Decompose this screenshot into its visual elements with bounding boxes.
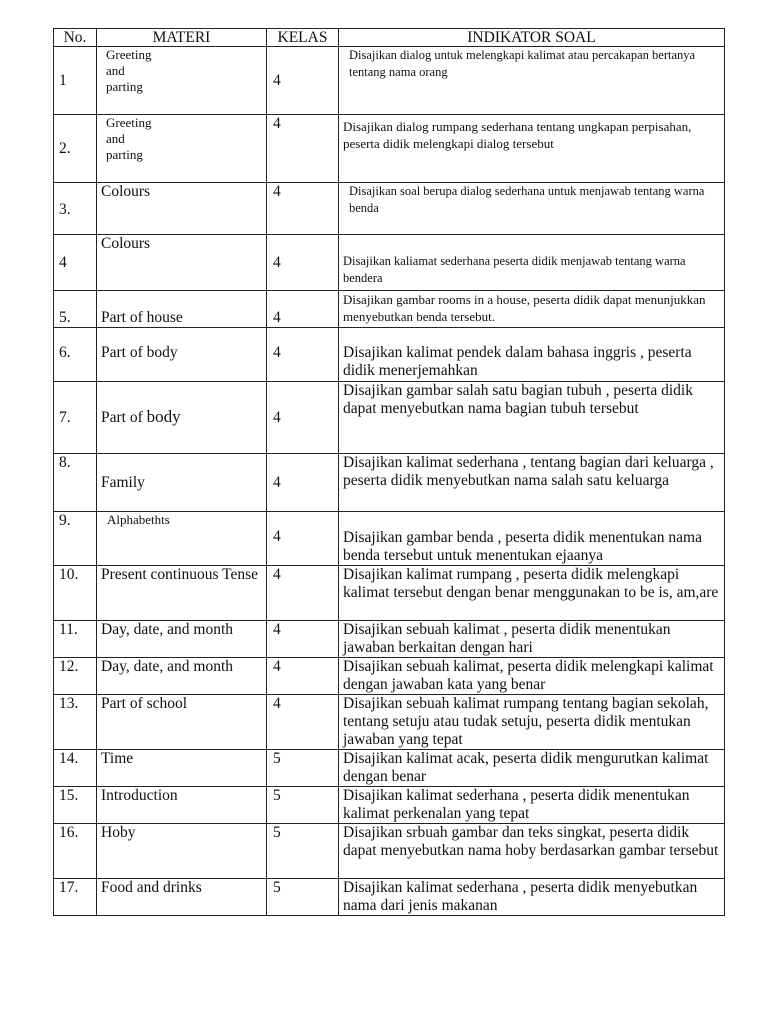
indicator-table [53, 28, 725, 916]
row-number: 9. [54, 512, 97, 566]
row-number: 10. [54, 566, 97, 621]
row-number: 15. [54, 787, 97, 824]
table-row [54, 750, 725, 787]
row-indikator: Disajikan kalimat sederhana , peserta didik menentukan kalimat perkenalan yang tepat [339, 787, 725, 824]
row-number: 11. [54, 621, 97, 658]
row-materi: Food and drinks [97, 879, 267, 916]
row-number: 7. [54, 382, 97, 454]
table-row [54, 824, 725, 879]
table-row [54, 621, 725, 658]
row-indikator: Disajikan dialog untuk melengkapi kalimat atau percakapan bertanya tentang nama orang [339, 47, 725, 115]
row-number: 6. [54, 328, 97, 382]
row-materi: Colours [97, 235, 267, 291]
row-materi: Part of house [97, 291, 267, 328]
table-row [54, 183, 725, 235]
row-materi: Part of school [97, 695, 267, 750]
row-number: 13. [54, 695, 97, 750]
row-kelas: 4 [267, 47, 339, 115]
row-materi: Introduction [97, 787, 267, 824]
row-kelas: 4 [267, 566, 339, 621]
row-indikator: Disajikan kalimat sederhana , peserta didik menyebutkan nama dari jenis makanan [339, 879, 725, 916]
row-materi: Greeting and parting [97, 47, 267, 115]
table-row [54, 512, 725, 566]
table-row [54, 695, 725, 750]
row-materi: Present continuous Tense [97, 566, 267, 621]
row-indikator: Disajikan gambar salah satu bagian tubuh , peserta didik dapat menyebutkan nama bagian tubuh tersebut [339, 382, 725, 454]
row-number: 2. [54, 115, 97, 183]
header-no: No. [54, 29, 97, 47]
row-kelas: 5 [267, 750, 339, 787]
row-indikator: Disajikan gambar rooms in a house, peserta didik dapat menunjukkan menyebutkan benda tersebut. [339, 291, 725, 328]
row-indikator: Disajikan sebuah kalimat rumpang tentang bagian sekolah, tentang setuju atau tudak setuju, peserta didik mentukan jawaban yang tepat [339, 695, 725, 750]
table-row [54, 566, 725, 621]
row-indikator: Disajikan kaliamat sederhana peserta didik menjawab tentang warna bendera [339, 235, 725, 291]
row-indikator: Disajikan kalimat pendek dalam bahasa inggris , peserta didik menerjemahkan [339, 328, 725, 382]
row-indikator: Disajikan kalimat sederhana , tentang bagian dari keluarga , peserta didik menyebutkan nama salah satu keluarga [339, 454, 725, 512]
table-row [54, 658, 725, 695]
row-materi: Greeting and parting [97, 115, 267, 183]
row-materi: Part of body [97, 328, 267, 382]
row-materi: Time [97, 750, 267, 787]
table-row [54, 382, 725, 454]
row-materi: Alphabethts [97, 512, 267, 566]
header-kelas: KELAS [267, 29, 339, 47]
table-row [54, 454, 725, 512]
row-materi: Hoby [97, 824, 267, 879]
row-kelas: 4 [267, 115, 339, 183]
row-kelas: 4 [267, 454, 339, 512]
row-indikator: Disajikan kalimat acak, peserta didik mengurutkan kalimat dengan benar [339, 750, 725, 787]
row-number: 5. [54, 291, 97, 328]
table-row [54, 235, 725, 291]
row-materi-prefix: Part of [101, 409, 147, 426]
row-number: 14. [54, 750, 97, 787]
row-kelas: 4 [267, 382, 339, 454]
table-row [54, 291, 725, 328]
row-indikator: Disajikan soal berupa dialog sederhana untuk menjawab tentang warna benda [339, 183, 725, 235]
row-number: 8. [54, 454, 97, 512]
row-materi: Colours [97, 183, 267, 235]
row-indikator: Disajikan dialog rumpang sederhana tentang ungkapan perpisahan, peserta didik melengkapi dialog tersebut [339, 115, 725, 183]
row-indikator: Disajikan kalimat rumpang , peserta didik melengkapi kalimat tersebut dengan benar menggunakan to be is, am,are [339, 566, 725, 621]
row-materi: Day, date, and month [97, 658, 267, 695]
row-number: 4 [54, 235, 97, 291]
row-materi [97, 382, 267, 454]
table-row [54, 47, 725, 115]
row-kelas: 4 [267, 328, 339, 382]
row-kelas: 4 [267, 621, 339, 658]
row-kelas: 5 [267, 879, 339, 916]
row-materi: Day, date, and month [97, 621, 267, 658]
row-number: 17. [54, 879, 97, 916]
row-kelas: 4 [267, 183, 339, 235]
row-kelas: 4 [267, 235, 339, 291]
row-number: 12. [54, 658, 97, 695]
row-kelas: 4 [267, 658, 339, 695]
table-row [54, 787, 725, 824]
row-materi: Family [97, 454, 267, 512]
row-indikator: Disajikan gambar benda , peserta didik menentukan nama benda tersebut untuk menentukan ejaanya [339, 512, 725, 566]
row-number: 16. [54, 824, 97, 879]
row-indikator: Disajikan srbuah gambar dan teks singkat, peserta didik dapat menyebutkan nama hoby berdasarkan gambar tersebut [339, 824, 725, 879]
row-kelas: 4 [267, 291, 339, 328]
row-indikator: Disajikan sebuah kalimat , peserta didik menentukan jawaban berkaitan dengan hari [339, 621, 725, 658]
table-row [54, 115, 725, 183]
table-header-row [54, 29, 725, 47]
row-kelas: 4 [267, 695, 339, 750]
header-materi: MATERI [97, 29, 267, 47]
row-materi-word: body [146, 407, 181, 426]
row-number: 3. [54, 183, 97, 235]
row-number: 1 [54, 47, 97, 115]
row-kelas: 5 [267, 824, 339, 879]
table-row [54, 879, 725, 916]
table-row [54, 328, 725, 382]
header-indikator: INDIKATOR SOAL [339, 29, 725, 47]
row-kelas: 4 [267, 512, 339, 566]
row-kelas: 5 [267, 787, 339, 824]
row-indikator: Disajikan sebuah kalimat, peserta didik melengkapi kalimat dengan jawaban kata yang benar [339, 658, 725, 695]
